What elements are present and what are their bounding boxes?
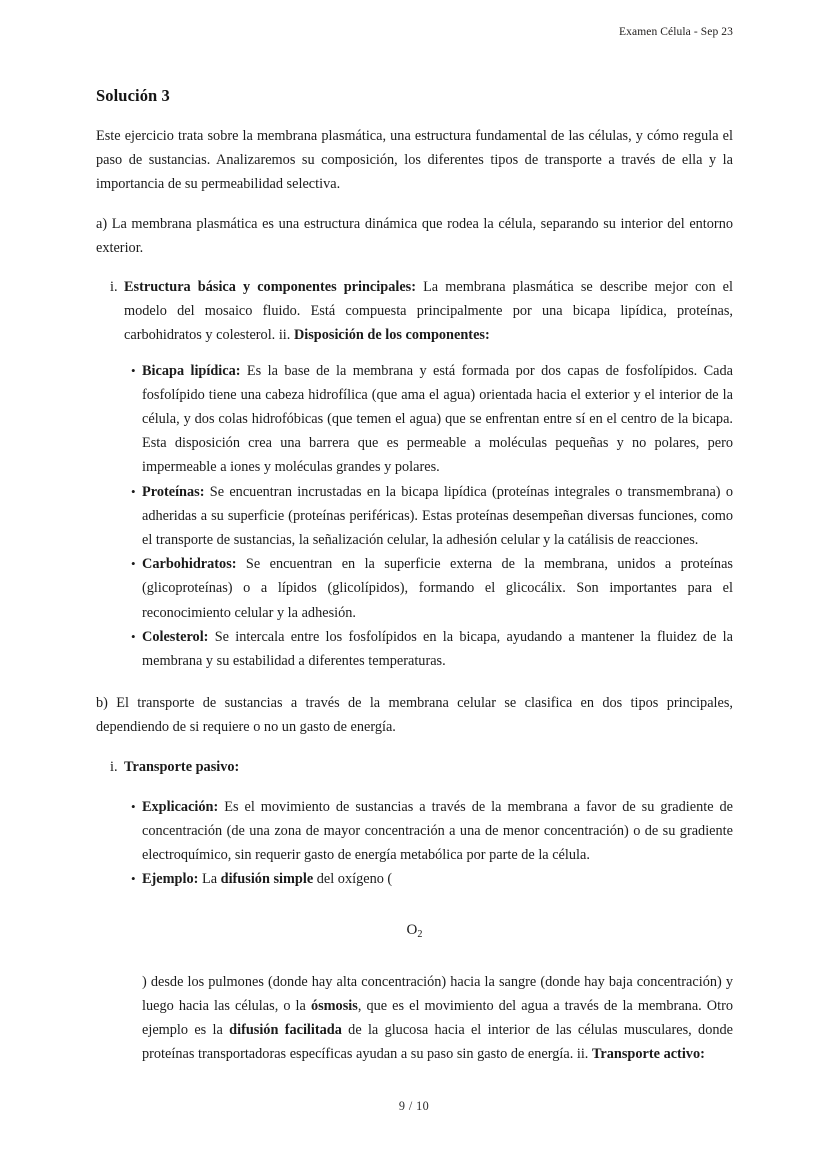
continuation-part-2: , que es el movimiento del agua a través de la membrana. Otro ejemplo es la — [142, 997, 734, 1038]
continuation-part-1: ) desde los pulmones (donde hay alta concentración) hacia la sangre (donde hay baja concentración) y luego hacia las células, o la — [142, 973, 733, 1014]
continuation-bold-transporte-activo: Transporte activo: — [591, 1046, 705, 1063]
list-item-text-after: del oxígeno ( — [313, 871, 393, 888]
running-header: Examen Célula - Sep 23 — [619, 26, 733, 38]
roman-marker: i. — [110, 758, 118, 775]
list-item-text: Se intercala entre los fosfolípidos en la bicapa, ayudando a mantener la fluidez de la membrana y su estabilidad a diferentes temperaturas. — [142, 628, 733, 670]
list-item-text: Es el movimiento de sustancias a través de la membrana a favor de su gradiente de concentración (de una zona de mayor concentración a una de menor concentración) o de su gradiente electroquímico, sin requerir gasto de energía metabólica por parte de la célula. — [142, 798, 733, 864]
list-item-bold-mid: difusión simple — [220, 871, 314, 888]
math-symbol: O — [406, 921, 418, 938]
continuation-bold-difusion-facilitada: difusión facilitada — [229, 1021, 342, 1038]
math-display-oxygen — [96, 922, 733, 940]
section-b-bullet-list — [96, 795, 733, 892]
list-item-bold-lead: Carbohidratos: — [142, 556, 237, 573]
list-item-text-before: La — [198, 871, 221, 888]
list-item-bold-lead: Proteínas: — [142, 483, 205, 500]
roman-list-item — [96, 755, 733, 779]
intro-paragraph: Este ejercicio trata sobre la membrana plasmática, una estructura fundamental de las células, y cómo regula el paso de sustancias. Analizaremos su composición, los diferentes tipos de transporte a través de ella y la importancia de su permeabilidad selectiva. — [96, 128, 733, 193]
page-number-footer: 9 / 10 — [398, 1099, 430, 1113]
continuation-bold-osmosis: ósmosis — [310, 997, 358, 1014]
list-item — [96, 359, 733, 480]
bullet-dot-icon: • — [131, 628, 136, 644]
roman-item-bold-lead: Transporte pasivo: — [124, 758, 240, 775]
list-item-text: Se encuentran incrustadas en la bicapa lipídica (proteínas integrales o transmembrana) o adheridas a su superficie (proteínas periféricas). Estas proteínas desempeñan diversas funciones, como el transporte de sustancias, la señalización celular, la adhesión celular y la catálisis de reacciones. — [142, 483, 733, 549]
bullet-dot-icon: • — [131, 483, 136, 499]
list-item-bold-lead: Bicapa lipídica: — [142, 362, 241, 379]
bullet-dot-icon: • — [131, 871, 136, 887]
document-content — [96, 86, 733, 1066]
roman-item-bold-tail: Disposición de los componentes: — [293, 327, 490, 344]
list-item-text: Se encuentran en la superficie externa de la membrana, unidos a proteínas (glicoproteínas) o a lípidos (glicolípidos), formando el glicocálix. Son importantes para el reconocimiento celular y la adhesión. — [142, 556, 733, 621]
continuation-part-3: de la glucosa hacia el interior de las células musculares, donde proteínas transportadoras específicas ayudan a su paso sin gasto de energía. ii. — [142, 1021, 733, 1063]
roman-marker: i. — [110, 279, 118, 296]
section-b-roman-list — [96, 755, 733, 779]
list-item — [96, 867, 733, 891]
section-a-lead-paragraph: a) La membrana plasmática es una estructura dinámica que rodea la célula, separando su interior del entorno exterior. — [96, 215, 733, 256]
section-b-continuation-paragraph — [96, 970, 733, 1067]
list-item — [96, 625, 733, 673]
bullet-dot-icon: • — [131, 556, 136, 572]
bullet-dot-icon: • — [131, 798, 136, 814]
list-item — [96, 480, 733, 553]
page-title: Solución 3 — [96, 86, 170, 105]
section-a-bullet-list — [96, 359, 733, 674]
list-item — [96, 552, 733, 625]
roman-list-item — [96, 275, 733, 348]
section-b-lead-paragraph: b) El transporte de sustancias a través de la membrana celular se clasifica en dos tipos principales, dependiendo de si requiere o no un gasto de energía. — [96, 695, 733, 736]
math-subscript: 2 — [417, 928, 423, 940]
roman-item-bold-lead: Estructura básica y componentes principales: — [124, 279, 416, 296]
section-a-roman-list — [96, 275, 733, 348]
roman-item-text: La membrana plasmática se describe mejor con el modelo del mosaico fluido. Está compuesta principalmente por una bicapa lipídica, proteínas, carbohidratos y colesterol. ii. — [124, 279, 733, 344]
list-item-bold-lead: Ejemplo: — [142, 871, 199, 888]
list-item-text: Es la base de la membrana y está formada por dos capas de fosfolípidos. Cada fosfolípido tiene una cabeza hidrofílica (que ama el agua) orientada hacia el exterior y el interior de la célula, y dos colas hidrofóbicas (que temen el agua) que se enfrentan entre sí en el centro de la bicapa. Esta disposición crea una barrera que es permeable a moléculas pequeñas y no polares, pero impermeable a iones y moléculas grandes y polares. — [142, 362, 733, 476]
list-item — [96, 795, 733, 868]
list-item-bold-lead: Explicación: — [142, 798, 219, 815]
bullet-dot-icon: • — [131, 362, 136, 378]
list-item-bold-lead: Colesterol: — [142, 628, 209, 645]
